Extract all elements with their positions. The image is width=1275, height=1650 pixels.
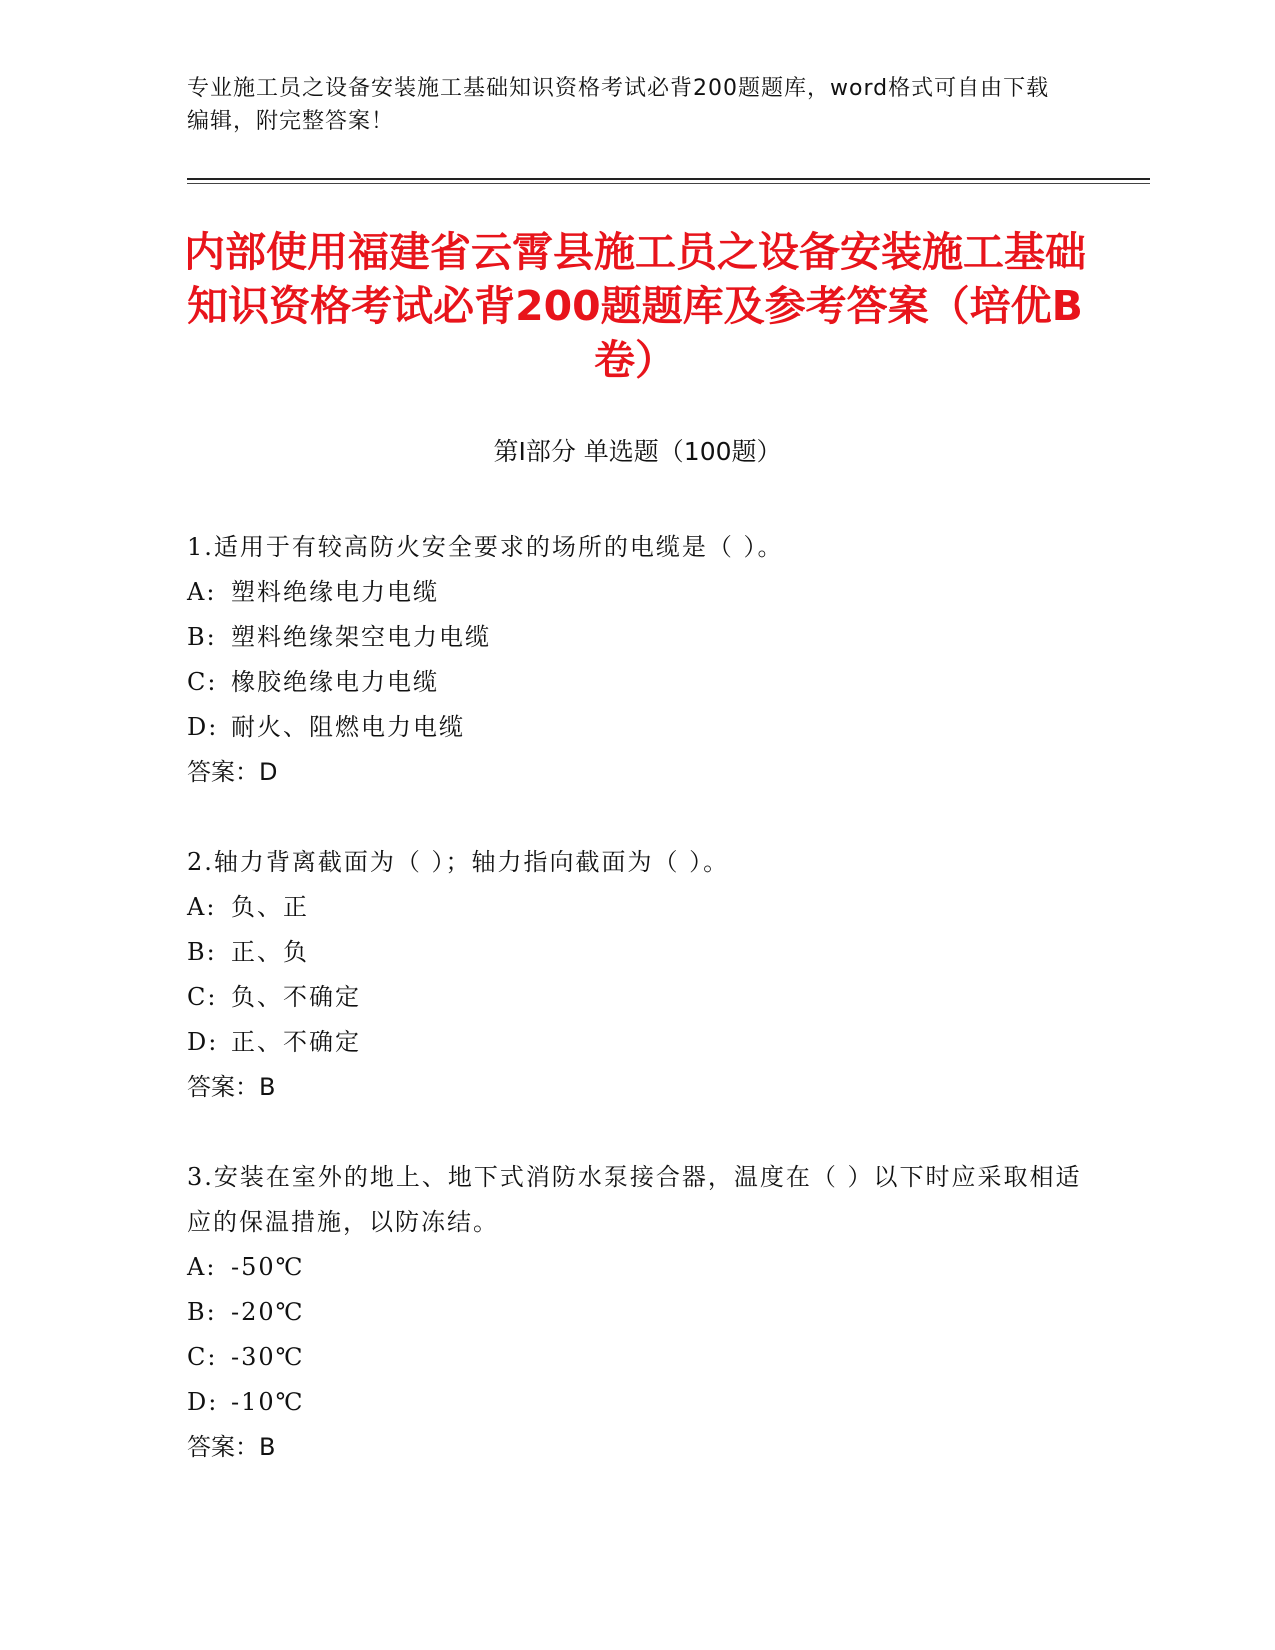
option-label: D: bbox=[187, 1388, 219, 1416]
option-text: 橡胶绝缘电力电缆 bbox=[231, 668, 439, 696]
option-c bbox=[187, 1335, 1087, 1380]
answer-prefix: 答案： bbox=[187, 1073, 259, 1101]
option-label: C: bbox=[187, 983, 218, 1011]
question-stem: 3.安装在室外的地上、地下式消防水泵接合器，温度在（ ）以下时应采取相适应的保温措施，以防冻结。 bbox=[187, 1163, 1082, 1236]
question-stem: 2.轴力背离截面为（ ）；轴力指向截面为（ ）。 bbox=[187, 848, 730, 876]
option-label: A: bbox=[187, 893, 217, 921]
option-d bbox=[187, 1020, 1087, 1065]
option-text: 正、不确定 bbox=[231, 1028, 361, 1056]
option-text: -50℃ bbox=[231, 1253, 305, 1281]
option-text: 耐火、阻燃电力电缆 bbox=[231, 713, 465, 741]
answer-line bbox=[187, 1425, 1087, 1470]
option-text: 塑料绝缘电力电缆 bbox=[231, 578, 439, 606]
option-label: D: bbox=[187, 1028, 219, 1056]
option-a bbox=[187, 570, 1087, 615]
option-text: 负、不确定 bbox=[231, 983, 361, 1011]
header-rule-thin bbox=[187, 183, 1150, 184]
answer-value: B bbox=[259, 1433, 276, 1461]
document-title: 内部使用福建省云霄县施工员之设备安装施工基础知识资格考试必背200题题库及参考答案（培优B卷） bbox=[184, 228, 1086, 384]
option-c bbox=[187, 660, 1087, 705]
option-label: D: bbox=[187, 713, 219, 741]
option-text: 负、正 bbox=[231, 893, 309, 921]
option-text: 正、负 bbox=[231, 938, 309, 966]
option-text: 塑料绝缘架空电力电缆 bbox=[231, 623, 491, 651]
question-3 bbox=[187, 1155, 1087, 1470]
option-label: A: bbox=[187, 1253, 217, 1281]
header-note: 专业施工员之设备安装施工基础知识资格考试必背200题题库，word格式可自由下载编辑，附完整答案！ bbox=[187, 76, 1050, 134]
option-c bbox=[187, 975, 1087, 1020]
answer-line bbox=[187, 1065, 1087, 1110]
option-d bbox=[187, 1380, 1087, 1425]
answer-prefix: 答案： bbox=[187, 1433, 259, 1461]
answer-value: D bbox=[259, 758, 278, 786]
question-1 bbox=[187, 525, 1087, 795]
option-label: A: bbox=[187, 578, 217, 606]
answer-prefix: 答案： bbox=[187, 758, 259, 786]
question-list bbox=[187, 525, 1087, 1515]
option-text: -30℃ bbox=[231, 1343, 305, 1371]
option-text: -10℃ bbox=[231, 1388, 305, 1416]
option-d bbox=[187, 705, 1087, 750]
header-rule-thick bbox=[187, 178, 1150, 180]
option-text: -20℃ bbox=[231, 1298, 305, 1326]
option-a bbox=[187, 1245, 1087, 1290]
option-b bbox=[187, 615, 1087, 660]
answer-line bbox=[187, 750, 1087, 795]
option-label: B: bbox=[187, 623, 217, 651]
question-stem: 1.适用于有较高防火安全要求的场所的电缆是（ ）。 bbox=[187, 533, 784, 561]
section-title: 第I部分 单选题（100题） bbox=[493, 437, 782, 466]
option-label: B: bbox=[187, 1298, 217, 1326]
question-2 bbox=[187, 840, 1087, 1110]
option-label: C: bbox=[187, 1343, 218, 1371]
option-b bbox=[187, 1290, 1087, 1335]
option-b bbox=[187, 930, 1087, 975]
option-label: C: bbox=[187, 668, 218, 696]
option-label: B: bbox=[187, 938, 217, 966]
option-a bbox=[187, 885, 1087, 930]
answer-value: B bbox=[259, 1073, 276, 1101]
